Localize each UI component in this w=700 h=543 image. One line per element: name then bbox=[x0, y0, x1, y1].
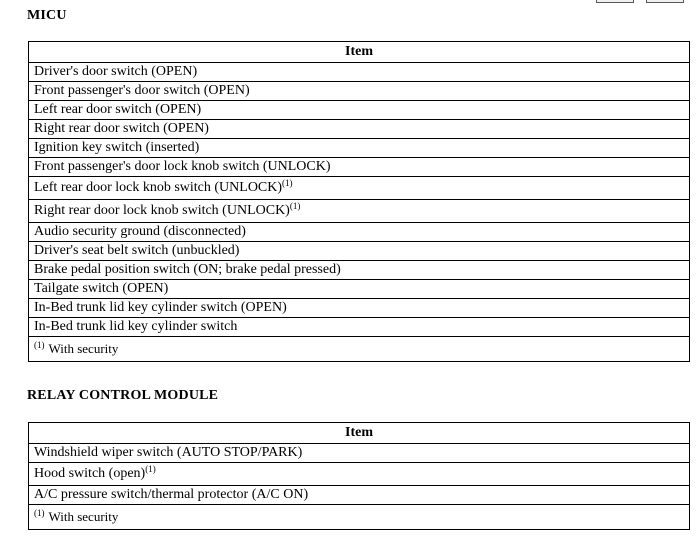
table-cell bbox=[29, 120, 690, 139]
table-cell bbox=[29, 318, 690, 337]
table-row bbox=[29, 261, 690, 280]
footnote-mark: (1) bbox=[34, 340, 45, 350]
table-row bbox=[29, 318, 690, 337]
row-label: Hood switch (open) bbox=[34, 466, 146, 481]
row-label: In-Bed trunk lid key cylinder switch (OPEN) bbox=[34, 300, 287, 315]
table-row bbox=[29, 82, 690, 101]
row-label: A/C pressure switch/thermal protector (A/C ON) bbox=[34, 487, 309, 502]
row-label: Windshield wiper switch (AUTO STOP/PARK) bbox=[34, 445, 303, 460]
table-cell bbox=[29, 444, 690, 463]
table-row bbox=[29, 463, 690, 486]
row-label: Ignition key switch (inserted) bbox=[34, 140, 200, 155]
table-cell bbox=[29, 486, 690, 505]
footnote-text: With security bbox=[48, 509, 119, 524]
footnote-ref: (1) bbox=[282, 178, 293, 188]
table-row bbox=[29, 444, 690, 463]
table-cell bbox=[29, 463, 690, 486]
table-cell bbox=[29, 280, 690, 299]
table-row bbox=[29, 223, 690, 242]
row-label: Front passenger's door lock knob switch (UNLOCK) bbox=[34, 159, 331, 174]
table-row bbox=[29, 120, 690, 139]
relay-table bbox=[28, 422, 690, 530]
footnote-text: With security bbox=[48, 341, 119, 356]
row-label: Front passenger's door switch (OPEN) bbox=[34, 83, 250, 98]
relay-title: RELAY CONTROL MODULE bbox=[27, 388, 219, 403]
table-row bbox=[29, 242, 690, 261]
table-cell bbox=[29, 158, 690, 177]
footnote-cell bbox=[29, 337, 690, 362]
table-row bbox=[29, 299, 690, 318]
table-cell bbox=[29, 82, 690, 101]
row-label: Audio security ground (disconnected) bbox=[34, 224, 246, 239]
row-label: In-Bed trunk lid key cylinder switch bbox=[34, 319, 238, 334]
row-label: Left rear door switch (OPEN) bbox=[34, 102, 202, 117]
table-row bbox=[29, 101, 690, 120]
table-row bbox=[29, 139, 690, 158]
footnote-ref: (1) bbox=[289, 201, 301, 211]
relay-table-body bbox=[29, 444, 690, 530]
row-label: Driver's door switch (OPEN) bbox=[34, 64, 198, 79]
row-label: Left rear door lock knob switch (UNLOCK) bbox=[34, 180, 283, 195]
table-cell bbox=[29, 200, 690, 223]
micu-title: MICU bbox=[27, 8, 67, 23]
toolbar-button-1[interactable] bbox=[596, 0, 634, 3]
table-row bbox=[29, 63, 690, 82]
footnote-mark: (1) bbox=[34, 508, 45, 518]
table-row bbox=[29, 280, 690, 299]
table-cell bbox=[29, 177, 690, 200]
relay-header-item: Item bbox=[29, 423, 690, 444]
row-label: Tailgate switch (OPEN) bbox=[34, 281, 169, 296]
footnote-row bbox=[29, 505, 690, 530]
footnote-ref: (1) bbox=[145, 464, 156, 474]
micu-table-body bbox=[29, 63, 690, 362]
micu-table bbox=[28, 41, 690, 362]
table-cell bbox=[29, 101, 690, 120]
table-cell bbox=[29, 242, 690, 261]
table-cell bbox=[29, 63, 690, 82]
table-cell bbox=[29, 139, 690, 158]
row-label: Brake pedal position switch (ON; brake pedal pressed) bbox=[34, 262, 341, 277]
row-label: Driver's seat belt switch (unbuckled) bbox=[34, 243, 240, 258]
footnote-row bbox=[29, 337, 690, 362]
micu-header-item: Item bbox=[29, 42, 690, 63]
row-label: Right rear door switch (OPEN) bbox=[34, 121, 209, 136]
table-row bbox=[29, 177, 690, 200]
table-cell bbox=[29, 223, 690, 242]
table-cell bbox=[29, 261, 690, 280]
row-label: Right rear door lock knob switch (UNLOCK) bbox=[34, 203, 290, 218]
table-row bbox=[29, 158, 690, 177]
toolbar-button-2[interactable] bbox=[646, 0, 684, 3]
table-row bbox=[29, 486, 690, 505]
footnote-cell bbox=[29, 505, 690, 530]
table-cell bbox=[29, 299, 690, 318]
table-row bbox=[29, 200, 690, 223]
